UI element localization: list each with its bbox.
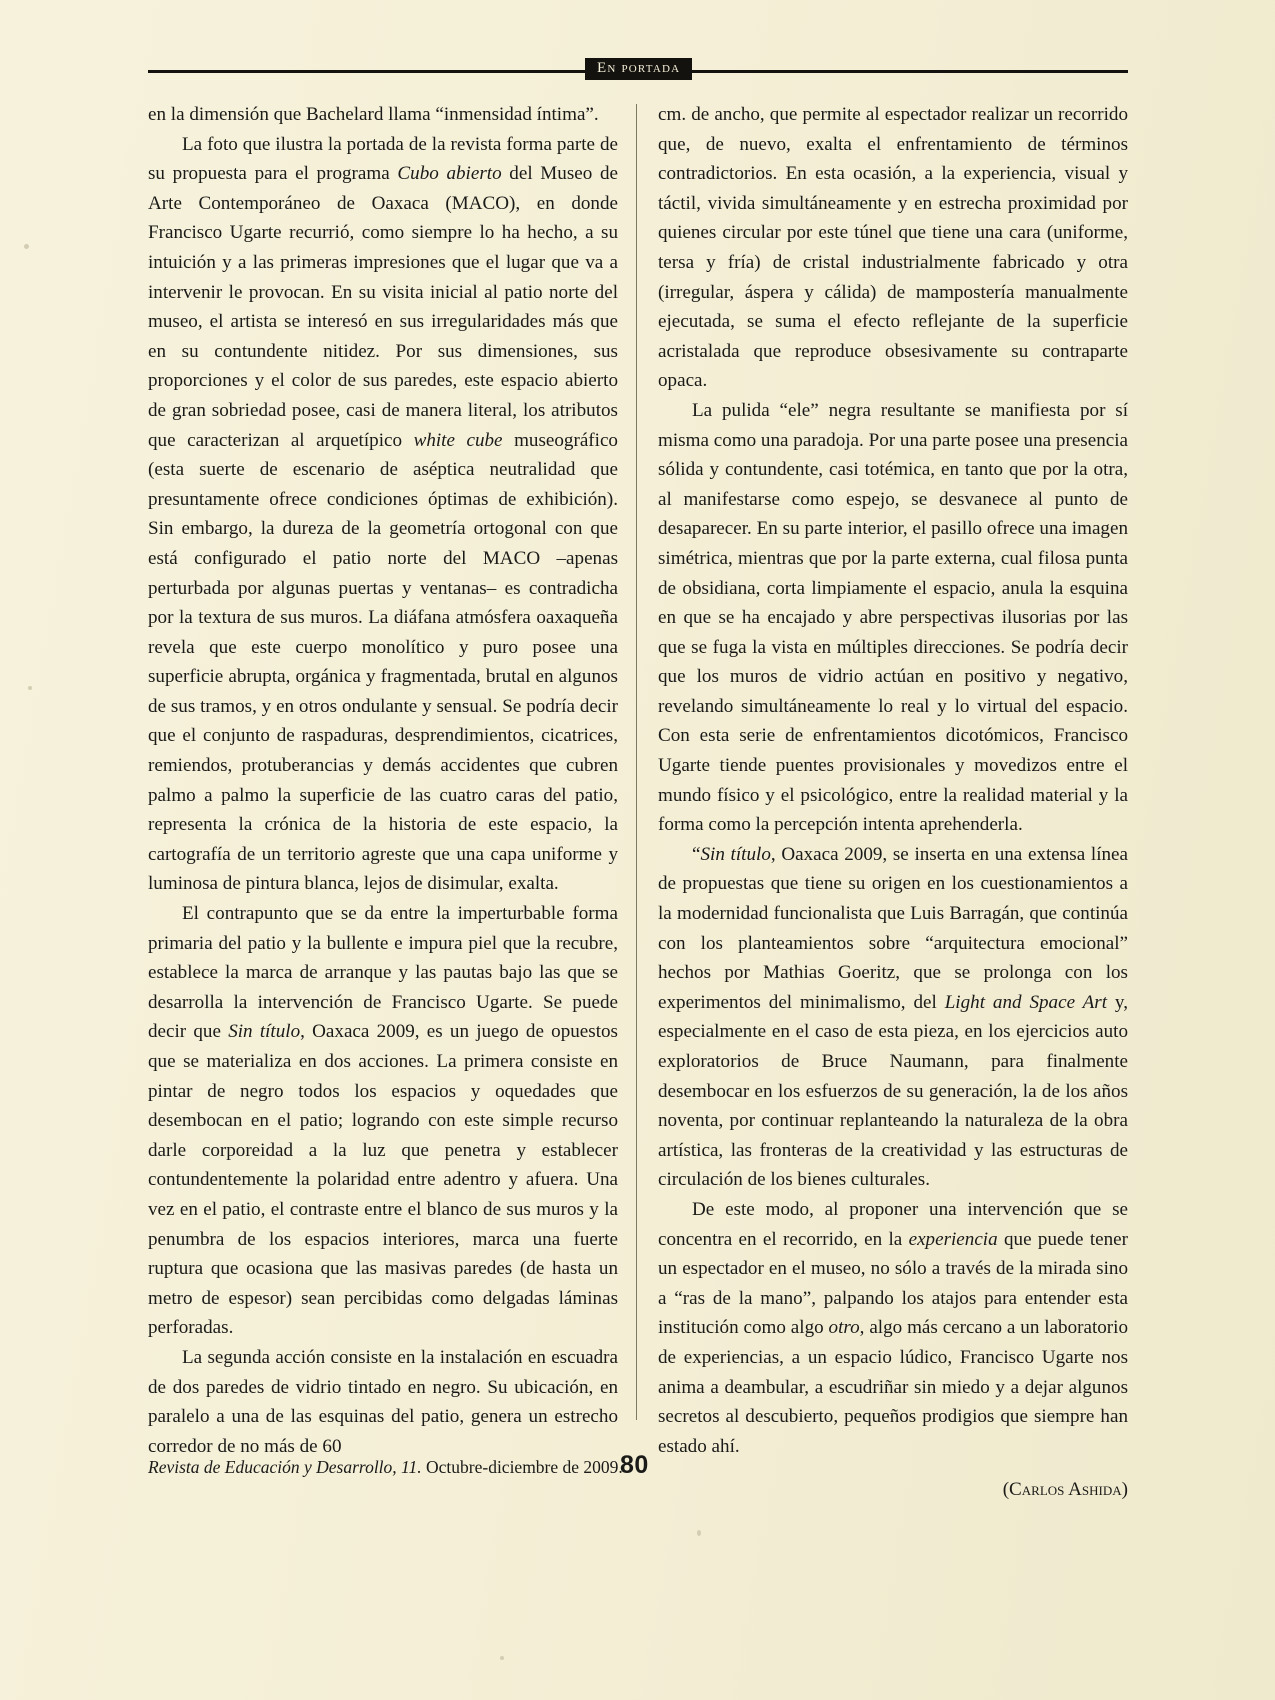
paragraph: La pulida “ele” negra resultante se manifiesta por sí misma como una paradoja. Por una parte posee una presencia sólida y contundente, casi totémica, en tanto que por la otra, al manifestarse como espejo, se desvanece al punto de desaparecer. En su parte interior, el pasillo ofrece una imagen simétrica, mientras que por la parte externa, cual filosa punta de obsidiana, corta limpiamente el espacio, anula la esquina en que se ha encajado y abre perspectivas ilusorias por las que se fuga la vista en múltiples direcciones. Se podría decir que los muros de vidrio actúan en positivo y negativo, revelando simultáneamente lo real y lo virtual del espacio. Con esta serie de enfrentamientos dicotómicos, Francisco Ugarte tiende puentes provisionales y movedizos entre el mundo físico y el psicológico, entre la realidad material y la forma como la percepción intenta aprehenderla. [658, 399, 1128, 836]
scan-speck [500, 1656, 504, 1660]
issue-date: Octubre-diciembre de 2009. [421, 1457, 623, 1477]
paragraph: cm. de ancho, que permite al espectador realizar un recorrido que, de nuevo, exalta el enfrentamiento de términos contradictorios. En esta ocasión, a la experiencia, visual y táctil, vivida simultáneamente y en estrecha proximidad por quienes circular por este túnel que tiene una cara (uniforme, tersa y fría) de cristal industrialmente fabricado y otra (irregular, áspera y cálida) de mampostería manualmente ejecutada, se suma el efecto reflejante de la superficie acristalada que reproduce obsesivamente su contraparte opaca. [658, 104, 1128, 392]
paragraph: La foto que ilustra la portada de la revista forma parte de su propuesta para el programa Cubo abierto del Museo de Arte Contemporáneo de Oaxaca (MACO), en donde Francisco Ugarte recurrió, como siempre lo ha hecho, a su intuición y a las primeras impresiones que el lugar que va a intervenir le provocan. En su visita inicial al patio norte del museo, el artista se interesó en sus irregularidades más que en su contundente nitidez. Por sus dimensiones, sus proporciones y el color de sus paredes, este espacio abierto de gran sobriedad posee, casi de manera literal, los atributos que caracterizan al arquetípico white cube museográfico (esta suerte de escenario de aséptica neutralidad que presuntamente ofrece condiciones óptimas de exhibición). Sin embargo, la dureza de la geometría ortogonal con que está configurado el patio norte del MACO –apenas perturbada por algunas puertas y ventanas– es contradicha por la textura de sus muros. La diáfana atmósfera oaxaqueña revela que este cuerpo monolítico y puro posee una superficie abrupta, orgánica y fragmentada, brutal en algunos de sus tramos, y en otros ondulante y sensual. Se podría decir que el conjunto de raspaduras, desprendimientos, cicatrices, remiendos, protuberancias y demás accidentes que cubren palmo a palmo la superficie de las cuatro caras del patio, representa la crónica de la historia de este espacio, la cartografía de un territorio agreste que una capa uniforme y luminosa de pintura blanca, lejos de disimular, exalta. [148, 133, 618, 895]
paragraph: en la dimensión que Bachelard llama “inmensidad íntima”. [148, 104, 599, 125]
page-footer [148, 1451, 1128, 1495]
paragraph: El contrapunto que se da entre la imperturbable forma primaria del patio y la bullente e impura piel que la recubre, establece la marca de arranque y las pautas bajo las que se desarrolla la intervención de Francisco Ugarte. Se puede decir que Sin título, Oaxaca 2009, es un juego de opuestos que se materializa en dos acciones. La primera consiste en pintar de negro todos los espacios y oquedades que desembocan en el patio; logrando con este simple recurso darle corporeidad a la luz que penetra y establecer contundentemente la polaridad entre adentro y afuera. Una vez en el patio, el contraste entre el blanco de sus muros y la penumbra de los espacios interiores, marca una fuerte ruptura que ocasiona que las masivas paredes (de hasta un metro de espesor) sean percibidas como delgadas láminas perforadas. [148, 903, 618, 1339]
column-left [148, 100, 618, 1461]
scan-speck [697, 1530, 701, 1536]
column-right [658, 100, 1128, 1505]
scan-speck [28, 686, 32, 690]
footer-citation [148, 1455, 623, 1479]
page-number: 80 [620, 1451, 649, 1479]
section-tag: En portada [585, 58, 692, 80]
journal-title: Revista de Educación y Desarrollo, 11. [148, 1457, 422, 1477]
paragraph: De este modo, al proponer una intervención que se concentra en el recorrido, en la experiencia que puede tener un espectador en el museo, no sólo a través de la mirada sino a “ras de la mano”, palpando los atajos para entender esta institución como algo otro, algo más cercano a un laboratorio de experiencias, a un espacio lúdico, Francisco Ugarte nos anima a deambular, a escudriñar sin miedo y a dejar algunos secretos al descubierto, pequeños prodigios que siempre han estado ahí. [658, 1198, 1129, 1457]
page-header [148, 58, 1128, 84]
scan-speck [24, 244, 29, 249]
author-signature: (Carlos Ashida) [1002, 1479, 1128, 1501]
paragraph: La segunda acción consiste en la instalación en escuadra de dos paredes de vidrio tintado en negro. Su ubicación, en paralelo a una de las esquinas del patio, genera un estrecho corredor de no más de 60 [148, 1346, 618, 1457]
paragraph: “Sin título, Oaxaca 2009, se inserta en una extensa línea de propuestas que tiene su origen en los cuestionamientos a la modernidad funcionalista que Luis Barragán, que continúa con los planteamientos sobre “arquitectura emocional” hechos por Mathias Goeritz, que se prolonga con los experimentos del minimalismo, del Light and Space Art y, especialmente en el caso de esta pieza, en los ejercicios auto exploratorios de Bruce Naumann, para finalmente desembocar en los esfuerzos de su generación, la de los años noventa, por continuar replanteando la naturaleza de la obra artística, las fronteras de la creatividad y las estructuras de circulación de los bienes culturales. [658, 843, 1128, 1191]
column-divider [636, 104, 637, 1420]
